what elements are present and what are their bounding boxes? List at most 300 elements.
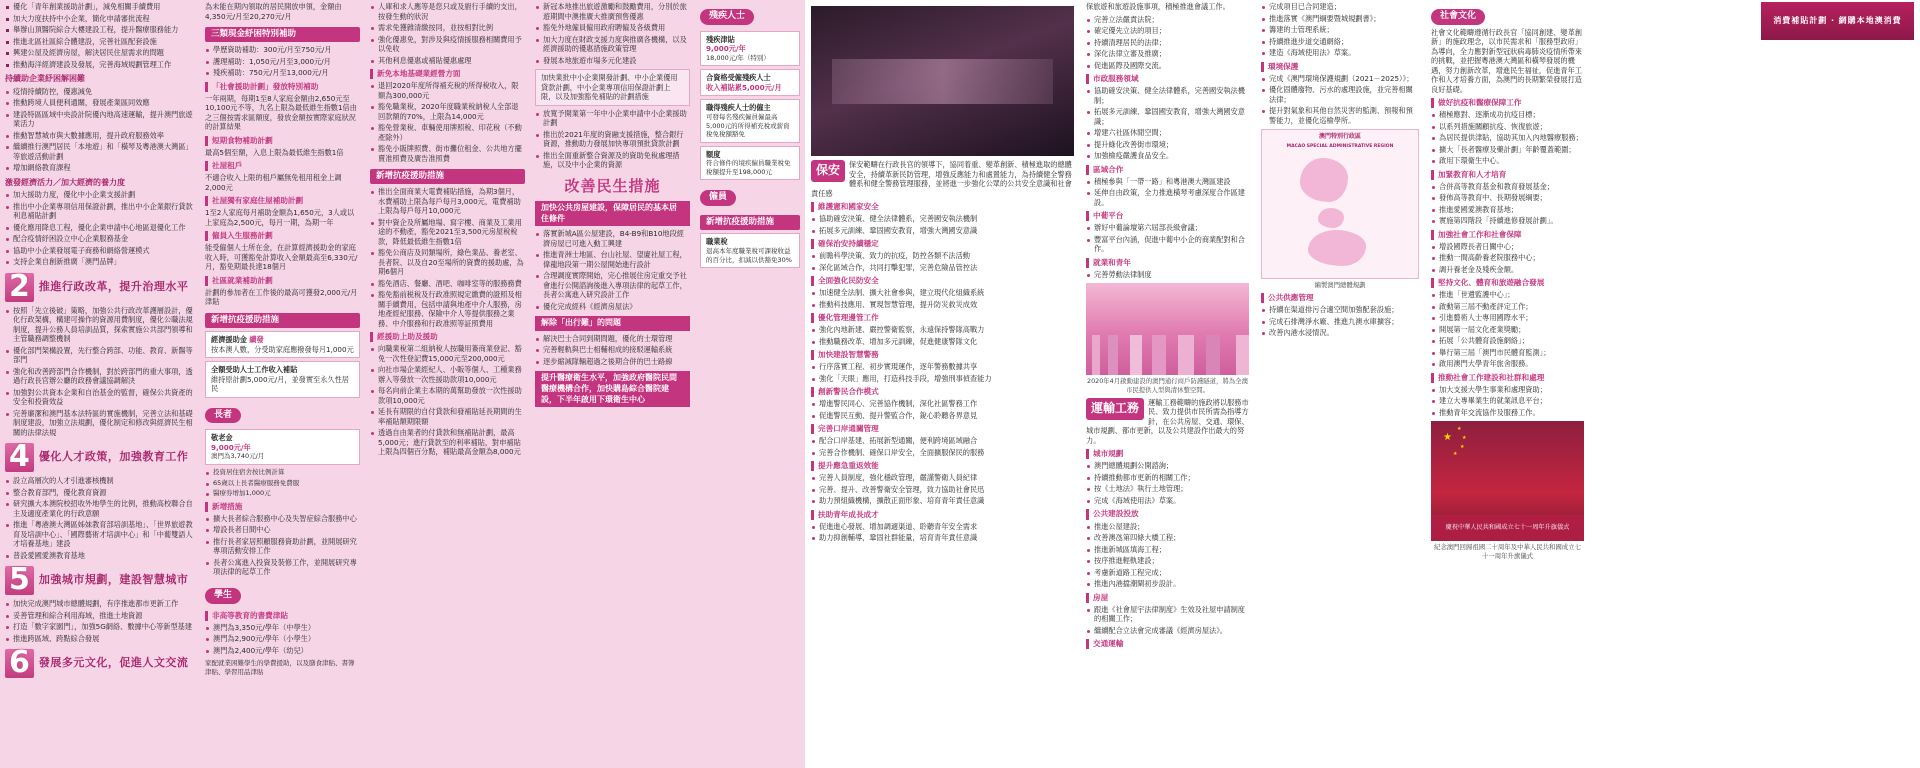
employee-header: 僱員	[700, 190, 736, 206]
list-item: 為居民提供津貼，協助其加入內地醫療服務；	[1431, 133, 1584, 143]
card-title: 職業稅	[706, 237, 728, 247]
list-item: 透過自由業者的付貸款和無補貼計劃，最高5,000元；進行貸款至的利率補貼，對申補貼上限為四個百分點，補貼最高金額為8,000元	[370, 428, 525, 457]
column-social-culture	[1425, 0, 1590, 768]
education-list	[1431, 182, 1584, 226]
ngo-header: 推動社會工作建設和社群和處理	[1431, 373, 1584, 383]
list-item: 醫療券增加1,000元	[205, 489, 360, 498]
section-4-header	[5, 439, 195, 475]
regional-cooperation-header: 區域合作	[1086, 165, 1249, 175]
housing-list	[535, 229, 690, 311]
aid-box-tag: 續發	[249, 335, 264, 345]
section-2-header	[5, 268, 195, 304]
border-checkpoint-header: 完善口岸通關管理	[811, 424, 1074, 434]
aid-box-2	[205, 361, 360, 398]
aid-box-text: 維持原計劃5,000元/月，並發實至永久性居民	[211, 374, 349, 394]
social-culture-paragraph: 社會文化範疇遵循行政長官「協同創建、變革創新」的施政理念，以市民需求和「服務型政府」為導向，全力應對新型冠狀病毒肺炎疫情所帶來的挑戰，並把握粵港澳大灣區和橫琴發展的機遇，努力創新改革，增進民生福祉，促進青年工作和人才培養方面，為澳門的長期繁榮發展打造良好基礎。	[1431, 27, 1582, 94]
civil-defense-list	[811, 288, 1074, 309]
map-subtitle: MACAO SPECIAL ADMINISTRATIVE REGION	[1286, 143, 1394, 149]
community-employment-header: 社區就業補助計劃	[205, 276, 360, 286]
list-item: 推動智慧城市與大數據應用，提升政府服務效率	[5, 131, 195, 141]
list-item: 建造《海域使用法》草案。	[1261, 48, 1419, 58]
list-item: 拓展多元訓練、鞏固國安教育，增強大灣國安意識；	[1086, 107, 1249, 126]
relief-list	[370, 187, 525, 328]
employment-youth-list	[1086, 270, 1249, 280]
police-community-list	[811, 399, 1074, 420]
list-item: 改善澳氹第四條大橋工程；	[1086, 533, 1249, 543]
column-livelihood	[530, 0, 695, 768]
list-item: 按序推進輕軌建設；	[1086, 556, 1249, 566]
list-item: 需求免獲雜清繳按同，並按相對比例	[370, 23, 525, 33]
list-item: 推動跨境人員便利通關，發展產業區同效應	[5, 98, 195, 108]
section-number: 4	[5, 443, 34, 472]
china-pt-platform-list	[1086, 223, 1249, 254]
list-item: 調升養老金及殘疾金額。	[1431, 265, 1584, 275]
list-item: 妥善管理和綜合利用海域，推進土地資源	[5, 611, 195, 621]
elderly-card-1	[205, 429, 360, 465]
list-item: 設立高層次的人才引進審核機制	[5, 476, 195, 486]
exit-header: 解除「出行難」的問題	[535, 316, 690, 331]
photo-banner-text: 慶祝中華人民共和國成立七十一周年升旗儀式	[1431, 515, 1584, 541]
list-item: 每名向前企業主本期的萬幫助發放一次性援助款項10,000元	[370, 386, 525, 405]
list-item: 解決巴士合同到期問題，優化的士環管理	[535, 334, 690, 344]
list-item: 推進新城區填海工程；	[1086, 545, 1249, 555]
photo-caption: 紀念澳門回歸祖國二十周年及中華人民共和國成立七十一周年升旗儀式	[1434, 543, 1581, 560]
urban-planning-header: 城市規劃	[1086, 449, 1249, 459]
ngo-list	[1431, 385, 1584, 418]
list-item: 增進警民同心、完善協作機制，深化社區警務工作	[811, 399, 1074, 409]
civil-defense-header: 全面強化民防安全	[811, 276, 1074, 286]
list-item: 籌建的士管理系統；	[1261, 25, 1419, 35]
photo-image	[1086, 283, 1249, 375]
disability-card-1	[700, 31, 800, 67]
map-macao	[1261, 129, 1419, 289]
short-food-text: 最高5個至額，入息上限為最低維生指數1倍	[205, 147, 344, 157]
column-municipal	[1080, 0, 1255, 768]
section-vitality-title: 激發經濟活力／加大經濟的養力度	[5, 177, 125, 187]
section-2-items	[5, 306, 195, 438]
list-item: 推進愛國愛澳教育基地；	[1431, 205, 1584, 215]
list-item: 長者公寓進入投資及裝修工作，並開展研究專項法律的起草工作	[205, 558, 360, 577]
elderly-notes-list	[205, 468, 360, 498]
list-item: 投資居住宿舍按比例計算	[205, 468, 360, 477]
list-item: 推出中小企業專項信用保證計劃，推出中小企業銀行貸款利息補貼計劃	[5, 202, 195, 221]
list-item: 豐富平台內涵，促進中葡中小企的商業配對和合作。	[1086, 235, 1249, 254]
list-item: 行序落實工程、初步實現運作，逐年警務數據共享	[811, 362, 1074, 372]
disability-card-2	[700, 69, 800, 96]
list-item: 其他利息優惠或補貼優惠處理	[370, 56, 525, 66]
list-item: 打造「數字家園門」，加強5G網絡、數據中心等新型基建	[5, 622, 195, 632]
list-item: 配合疫情紓困設立中心企業服務基金	[5, 234, 195, 244]
list-item: 協助確安決策、健全法律體系，完善國安執法機制	[811, 214, 1074, 224]
list-item: 豁免酒店、餐廳、酒吧、咖啡室等的服務務費	[370, 279, 525, 289]
list-item: 強化「天眼」應用，打造科技手段，增強刑事偵查能力	[811, 374, 1074, 384]
china-pt-platform-header: 中葡平台	[1086, 211, 1249, 221]
section-support-title: 持續助企業紓困解困難	[5, 74, 85, 83]
student-subhead: 非高等教育的書費津貼	[205, 611, 360, 621]
list-item: 推出全面重新整合資源及的資助免稅處理措施，以及中小企業的資源	[535, 151, 690, 170]
improve-livelihood-title: 改善民生措施	[564, 176, 661, 195]
education-header: 加緊教育和人才培育	[1431, 170, 1584, 180]
col7-intro: 保旅遊和旅遊設施事項，積極推進會議工作。	[1086, 2, 1230, 11]
list-item: 增設長者日間中心	[205, 525, 360, 535]
support-items-list	[5, 87, 195, 173]
exit-list	[535, 334, 690, 367]
water-supply-header: 公共供應管理	[1261, 293, 1419, 303]
list-item: 優化部門架構設置，先行整合跨部、功能、教育、新醫等部門	[5, 346, 195, 365]
list-item: 推動海洋經濟建設及發展，完善海域規劃管理工作	[5, 60, 195, 70]
list-item: 加速健全法制、擴大社會參與，建立現代化組織系統	[811, 288, 1074, 298]
list-item: 舉辦山頂醫院綜合大樓建設工程，提升醫療服務能力	[5, 25, 195, 35]
card-value: 符合條件的境疾僱員職業稅免稅額提升至198,000元	[706, 159, 791, 176]
list-item: 持續在渠道排污合適空間加強配套設施；	[1261, 305, 1419, 315]
business-list	[370, 81, 525, 163]
list-item: 強化優惠免，對涉及與疫情援服務相關費用予以免收	[370, 35, 525, 54]
section-5-header	[5, 562, 195, 598]
list-item: 拓展多元訓練、鞏固國安教育，增強大灣國安意識	[811, 226, 1074, 236]
list-item: 豁免職業稅，2020年度職業稅納稅人全部退回款額的70%，上限為14,000元	[370, 102, 525, 121]
list-item: 退回2020年度所得補充稅的所得稅收入，限額為300,000元	[370, 81, 525, 100]
section-number: 2	[5, 273, 34, 302]
card-title: 殘疾津貼	[706, 34, 735, 44]
list-item: 啟用澳門大學青年旅舍服務。	[1431, 359, 1584, 369]
security-paragraph: 保安範疇在行政長官的領導下，協同着重、變革創新、積極進取的總體安全，持續革新民防管理，增強反應能力和處置能力，為持續健全警務體系和健全警務管理服務，並將進一步強化公眾的公共安全意識和社會責任感	[811, 160, 1072, 198]
list-item: 研究擴大本澳院校招收外地學生的比例，推動高校聯合自主及適度產業化的行政意願	[5, 499, 195, 518]
list-item: 推進北區社區綜合體建設，完善社區配套設施	[5, 37, 195, 47]
list-item: 推進公屋建設；	[1086, 522, 1249, 532]
new-measures-header: 新增措施	[205, 502, 360, 512]
list-item: 推動職務改革、增加多元訓練，促進健康警隊文化	[811, 337, 1074, 347]
list-item: 啟用下環衛生中心。	[1431, 156, 1584, 166]
social-aid-header: 「社會援助計劃」發放特別補助	[205, 82, 360, 92]
photo-image: ★ ★ ★ ★ ★ 慶祝中華人民共和國成立七十一周年升旗儀式	[1431, 421, 1584, 541]
list-item: 按照「先立後破」策略，加強公共行政改革護層設計，優化行政架構，構建可操作的資源用費制度，優化公職法規制度，提升公務人員培訓品質，探索實施公共部門領導和主管職務調整機制	[5, 306, 195, 344]
col4-top-list	[535, 2, 690, 65]
smart-police-header: 加快建設智慧警務	[811, 350, 1074, 360]
disability-card-3	[700, 99, 800, 142]
list-item: 完成項目已合同建造；	[1261, 2, 1419, 12]
list-item: 增設國際長者日關中心；	[1431, 242, 1584, 252]
list-item: 推行長者家居照顧服務資助計劃，並開展研究專項活動安排工作	[205, 537, 360, 556]
employment-text: 能受僱個人士所在金，在計算經濟援助金的家庭收入時，可獲豁免計算收入金額最高至6,330元/月，豁免期最長達18個月	[205, 243, 358, 272]
social-work-list	[1431, 242, 1584, 275]
housing-dept-header: 房屋	[1086, 593, 1249, 603]
list-item: 完成《海域使用法》草案。	[1086, 496, 1249, 506]
list-item: 跟進《社會屋宇法律制度》生效及社屋申請制度的相關工作；	[1086, 605, 1249, 624]
culture-sports-header: 堅持文化、體育和旅遊融合發展	[1431, 278, 1584, 288]
three-kinds-list	[205, 45, 360, 78]
list-item: 繼續推行澳門居民「本地遊」和「橫琴及粵港澳大灣區」等旅遊活動計劃	[5, 142, 195, 161]
list-item: 以系列措施關顧抗疫、恢復旅遊；	[1431, 122, 1584, 132]
list-item: 殘疾補助：750元/月至13,000元/月	[205, 68, 360, 78]
health-header: 做好抗疫和醫療保障工作	[1431, 98, 1584, 108]
list-item: 增加網絡教育課程	[5, 163, 195, 173]
family-housing-header: 社屋獨有家庭住屋補助計劃	[205, 196, 360, 206]
list-item: 擴大長者綜合服務中心及失智症綜合服務中心	[205, 514, 360, 524]
list-item: 完成《澳門環境保護規劃（2021－2025）》；	[1261, 74, 1419, 84]
support-list	[370, 344, 525, 457]
list-item: 合理調度實際開始，完心推展住房定重交予社會進行公開諮詢後進入專項法律的起草工作，長者公寓進入研究設計工作	[535, 271, 690, 300]
smart-police-list	[811, 362, 1074, 383]
list-item: 推進「粵港澳大灣區姊妹教育部培訓基地」、「世界旅遊教育及培訓中心」、「國際藝術才培訓中心」和「中葡雙語人才培養基地」建設	[5, 520, 195, 549]
photo-caption: 2020年4月啟動建設的澳門通行商戶防護隧道，將為全澳市民提供人型與清休整空間。	[1087, 377, 1248, 394]
photo-image	[811, 6, 1074, 156]
list-item: 豁免小販牌照費、街市攤位租金、公共地方擺賣准照費及廣告准照費	[370, 144, 525, 163]
list-item: 發佈高等教育中、長期發展綱要；	[1431, 193, 1584, 203]
municipal-header: 市政服務領域	[1086, 74, 1249, 84]
card-title: 合資格受僱殘疾人士	[706, 73, 771, 83]
column-continued	[1590, 0, 1755, 768]
list-item: 完善輕軌與巴士相輔相成的接駁運輸系統	[535, 345, 690, 355]
support-header: 經援助上助及援助	[370, 332, 525, 342]
list-item: 建設特區區域中央設計院優內地高速運輸，提升澳門旅遊業活力	[5, 110, 195, 129]
list-item: 加大援助力度，優化中小企業支援計劃	[5, 190, 195, 200]
aid-box-label: 經濟援助金	[211, 335, 247, 345]
photo-control-room	[811, 6, 1074, 156]
relief-header: 新增抗疫援助措施	[370, 169, 525, 184]
card-title: 職得殘疾人士的僱主	[706, 103, 771, 113]
list-item: 推出全面商業大電費補貼措施，為期3個月，水費補助上限為每戶每月3,000元，電費補助上限為每戶每月10,000元	[370, 187, 525, 216]
list-item: 完善人員制度，強化穩政管理，嚴謹警衛人員紀律	[811, 473, 1074, 483]
card-value: 9,000元/年	[706, 44, 746, 54]
section-6-header	[5, 645, 195, 681]
water-supply-list	[1261, 305, 1419, 338]
card-value: 退高本年度職業稅可課稅收益的百分比，扣減以供豁免30%	[706, 246, 792, 264]
social-aid-text: 一年兩期，每期1至8人家庭金額由2,650元至10,100元不等，九名上限為最低維生指數1倍由之三個按需求區額度，發放金額按實際家庭狀況的計算結果	[205, 93, 357, 132]
card-value: 收入補貼累5,000元/月	[706, 82, 782, 92]
list-item: 豁免營業稅、車輛使用牌照稅、印花稅（不動產除外）	[370, 123, 525, 142]
list-item: 提升綠化改善街市環境；	[1086, 140, 1249, 150]
short-food-header: 短期食物補助計劃	[205, 136, 360, 146]
social-housing-header: 社屋租戶	[205, 161, 360, 171]
column-subsidies	[200, 0, 365, 768]
aid-box-text: 按本澳人數，分受助家庭應撥發每月1,000元	[211, 344, 354, 354]
list-item: 完成石排灣淨水廠、推進九澳水庫擴容；	[1261, 317, 1419, 327]
list-item: 澳門為2,900元/學年（小學生）	[205, 634, 360, 644]
social-housing-text: 不適合收入上限的租戶屬無免租用租金上調2,000元	[205, 173, 342, 192]
list-item: 加大支援大學生事業和處理資助；	[1431, 385, 1584, 395]
list-item: 推進「世遺監護中心」；	[1431, 290, 1584, 300]
employee-card-1	[700, 233, 800, 268]
disability-header: 殘疾人士	[700, 9, 754, 25]
list-item: 推進青洲士地區、台山社屋、望廈社屋工程，偉龍地段第一期公屋開始進行設計	[535, 250, 690, 269]
list-item: 完善、提升、改善警衛安全管理，致力協助社會民迅	[811, 485, 1074, 495]
list-item: 深化法律立審及推廣；	[1086, 49, 1249, 59]
card-title: 額度	[706, 149, 721, 159]
col3-top-list	[370, 2, 525, 65]
list-item: 強化內地新建、嚴控警衛監察，永遠保持警隊高戰力	[811, 325, 1074, 335]
health-list	[1431, 110, 1584, 166]
list-item: 推動科技應用、實現智慧管理，提升防災救災成效	[811, 300, 1074, 310]
list-item: 加大力度在財政支援力度與推廣各機構，以及經濟援助的優惠措施政策管理	[535, 35, 690, 54]
list-item: 配合口岸基建、拓展新型通關，便利跨境區域融合	[811, 436, 1074, 446]
list-item: 疫情持續防控，優惠減免	[5, 87, 195, 97]
list-item: 落實新城A區公屋建設，B4-B9和B10地段經濟房屋已可進入動工興建	[535, 229, 690, 248]
disability-card-4	[700, 146, 800, 181]
list-item: 增建六社區休閒空間；	[1086, 128, 1249, 138]
card-value: 可發每名殘疾僱員僱最高5,000元的所得補充稅或薪資稅免稅額豁免	[706, 112, 790, 139]
border-header: 優化管理邊管工作	[811, 313, 1074, 323]
list-item: 深化區域合作，共同打擊犯罪，完善危險品管控法	[811, 263, 1074, 273]
list-item: 放寬予開業第一年中小企業申請中小企業援助計劃	[535, 109, 690, 128]
list-item: 促進警民互動、提升警監合作，銳心聆聽各界意見	[811, 411, 1074, 421]
list-item: 逐步縮減隊輛超過之後期合併的巴士路線	[535, 357, 690, 367]
map-caption: 編製澳門總體規劃	[1314, 281, 1366, 290]
list-item: 考慮新道路工程完成；	[1086, 568, 1249, 578]
card-sub: 18,000元/年（特別）	[706, 53, 770, 62]
list-item: 持續清理居民的法律；	[1086, 38, 1249, 48]
list-item: 協助確安決策、健全法律體系，完善國安執法機制；	[1086, 86, 1249, 105]
regional-cooperation-list	[1086, 177, 1249, 208]
environment-list	[1261, 74, 1419, 126]
national-security-header: 維護憲和國家安全	[811, 202, 1074, 212]
list-item: 建立大專畢業生的就業訊息平台；	[1431, 396, 1584, 406]
list-item: 提升對氣象和其他自然災害的監測、預報和預警能力，並優化巡檢學所。	[1261, 106, 1419, 125]
list-item: 延伸自由政策，全力推進橫琴考慮深度合作區建設。	[1086, 188, 1249, 207]
list-item: 積極參與「一帶一路」和粵港澳大灣區建設	[1086, 177, 1249, 187]
list-item: 按《土地法》執行土地管理；	[1086, 484, 1249, 494]
industry-header-box	[535, 69, 690, 106]
list-item: 澳門為3,350元/學年（中學生）	[205, 623, 360, 633]
list-item: 澳門為2,400元/學年（幼兒）	[205, 646, 360, 656]
section-5-items	[5, 599, 195, 643]
culture-sports-list	[1431, 290, 1584, 369]
list-item: 豁免豁前税稅及行政准照規定繳費的證照及相關手續費用，包括申請與地產中介人服務，房地產經紀服務、保險中介人等提供服務之業務、中介服務和行政准照等証照費用	[370, 290, 525, 328]
list-item: 整合教育部門，優化教育資源	[5, 488, 195, 498]
three-kinds-header: 三類現金紓困特別補助	[205, 27, 360, 42]
public-order-header: 確保治安持續穩定	[811, 239, 1074, 249]
top-items-list	[5, 2, 195, 69]
housing-dept-list	[1086, 605, 1249, 636]
list-item: 持續推動都市更新的相關工作；	[1086, 473, 1249, 483]
environment-header: 環境保護	[1261, 62, 1419, 72]
list-item: 完善勞動法律制度	[1086, 270, 1249, 280]
list-item: 積極應對、逐漸成功抗疫目標；	[1431, 110, 1584, 120]
list-item: 對中資企及所屬地場、寫字樓、商業及工業用途的不動產，豁免2021至3,500元房屋稅稅款，降低最低維生指數1倍	[370, 218, 525, 247]
list-item: 辦好中葡論壇第六屆部長級會議；	[1086, 223, 1249, 233]
list-item: 65歲以上長者醫療服務免費服	[205, 479, 360, 488]
consumption-subsidy-banner	[1761, 2, 1914, 40]
map-image	[1261, 129, 1419, 279]
list-item: 實施第四階段「持續進修發展計劃」。	[1431, 216, 1584, 226]
list-item: 助力預組織機構，擴散正面形象、培育青年責任意識	[811, 496, 1074, 506]
section-number: 5	[5, 566, 34, 595]
student-items-list	[205, 623, 360, 656]
card-value: 9,000元/年	[211, 442, 251, 452]
student-note: 家配就業困難學生的學費援助，以及膳食津貼、書簿津貼、學習用品津貼	[205, 659, 355, 676]
public-order-list	[811, 251, 1074, 272]
employment-youth-header: 就業和青年	[1086, 258, 1249, 268]
aid-box-1	[205, 331, 360, 358]
list-item: 興建公屋及經濟房屋，解決居民住屋需求的問題	[5, 48, 195, 58]
employment-header: 僱員入生服務計劃	[205, 231, 360, 241]
industry-list	[535, 109, 690, 170]
public-works-header: 公共建設投放	[1086, 509, 1249, 519]
card-title: 敬老金	[211, 433, 233, 443]
aid-box-label: 全額受助人士工作收入補貼	[211, 365, 298, 375]
list-item: 引進藝術人士專用國際水平；	[1431, 313, 1584, 323]
column-security	[805, 0, 1080, 768]
banner-label: 消費補貼計劃 ‧ 網購本地澳消費	[1773, 15, 1902, 25]
social-culture-header: 社會文化	[1431, 9, 1485, 25]
list-item: 豁免公商店及同類場所，綠色業品、養老室、長者院、以及自20至場所的資費的援助處，為期6個月	[370, 248, 525, 277]
list-item: 擴大「長者醫療及藥計劃」年齡覆蓋範圍；	[1431, 145, 1584, 155]
list-item: 優化應用降息工程，優化企業申請中心地區退優化工作	[5, 223, 195, 233]
list-item: 推出於2021年度的資融支援措施，整合銀行資源，推動助力發展加快專項預批貸款計劃	[535, 130, 690, 149]
vitality-items-list	[5, 190, 195, 267]
list-item: 支持企業自創新推廣「澳門品牌」	[5, 257, 195, 267]
list-item: 推進內港擋潮閘初步設計。	[1086, 579, 1249, 589]
list-item: 學歷資助補助：300元/月至750元/月	[205, 45, 360, 55]
list-item: 助力抑創輔導，鞏固社群能量，培育青年責任意識	[811, 533, 1074, 543]
employee-sub-header: 新增抗疫援助措施	[700, 215, 800, 230]
list-item: 向職業稅第二組納稅人按職用簽商業登記、豁免一次性登記費15,000元至200,000元	[370, 344, 525, 363]
list-item: 繼續配合立法會完成審議《經濟房屋法》。	[1086, 626, 1249, 636]
list-item: 協助中小企業發展電子商務和網絡營運模式	[5, 246, 195, 256]
column-policy-overview	[0, 0, 200, 768]
list-item: 拓展「公共體育設施網絡」；	[1431, 336, 1584, 346]
column-environment	[1255, 0, 1425, 768]
photo-flag-ceremony	[1431, 421, 1584, 560]
list-item: 促進區際及國際交流。	[1086, 61, 1249, 71]
student-header: 學生	[205, 588, 241, 604]
list-item: 優化完成經科《經濟房屋法》	[535, 302, 690, 312]
list-item: 完善廉潔和澳門基本法特區的實施機制，完善立法和基礎制度建設，加強立法規劃，優化制定和修改與經濟民生相關的法律法規	[5, 409, 195, 438]
column-disability-employee	[695, 0, 805, 768]
housing-header: 加快公共房屋建設，保障居民的基本居住條件	[535, 201, 690, 226]
list-item: 護理補助：1,050元/月至3,000元/月	[205, 57, 360, 67]
security-section-badge: 保安	[811, 160, 845, 182]
list-item: 加強檢疫嚴護食品安全。	[1086, 151, 1249, 161]
list-item: 開展第一屆文化產業獎勵；	[1431, 325, 1584, 335]
col8-top-list	[1261, 2, 1419, 58]
list-item: 豁免外地僱員僱用政府聘僱及各級費用	[535, 23, 690, 33]
public-works-list	[1086, 522, 1249, 589]
intro-text: 為未能在期內領取的居民開放申領，金額由4,350元/月至20,270元/月	[205, 2, 342, 21]
list-item: 前瞻科學決策、致力的抗疫，防控各類不法活動	[811, 251, 1074, 261]
list-item: 發展本地旅遊市場多元化建設	[535, 56, 690, 66]
new-measures-list	[205, 514, 360, 577]
industry-header: 加快業批中小企業開發計劃、中小企業優用貸款計劃，中小企業專項信用保證計劃上限，以及加強豁免補貼的計劃措施	[541, 73, 678, 101]
list-item: 普設愛國愛澳教育基地	[5, 551, 195, 561]
social-work-header: 加強社會工作和社會保障	[1431, 230, 1584, 240]
new-aid-header: 新增抗疫援助措施	[205, 313, 360, 328]
municipal-list	[1086, 86, 1249, 161]
community-employment-text: 計劃的參加者在工作後的最高可獲發2,000元/月津貼	[205, 287, 358, 307]
border-list	[811, 325, 1074, 346]
emergency-header: 提升應急重返效能	[811, 461, 1074, 471]
section-number: 6	[5, 649, 34, 678]
list-item: 強化和改善跨部門合作機制，對於跨部門的重大事項，透過行政長官辦公廳的政務會議協調解決	[5, 367, 195, 386]
police-community-header: 創新警民合作模式	[811, 387, 1074, 397]
list-item: 持續推進步道交通網絡；	[1261, 37, 1419, 47]
list-item: 推動青年交流協作及服務工作。	[1431, 408, 1584, 418]
health-header: 提升醫療衛生水平，加強政府醫院民間醫療機構合作，加快購島綜合醫院建設，下半年啟用下環衛生中心	[535, 371, 690, 407]
section-4-items	[5, 476, 195, 560]
list-item: 加強對公共資本企業和自治基金的監督，確保公共資產的安全和投資效益	[5, 388, 195, 407]
col7-top-list	[1086, 15, 1249, 71]
list-item: 確定優先立法的項目；	[1086, 26, 1249, 36]
border-checkpoint-list	[811, 436, 1074, 457]
traffic-header: 交通運輸	[1086, 639, 1249, 649]
list-item: 合併高等教育基金和教育發展基金；	[1431, 182, 1584, 192]
list-item: 加大力度扶持中小企業，簡化申請審批流程	[5, 14, 195, 24]
list-item: 向社市場企業經紀人、小販等個人、工種業務辦入等發放一次性援助款項10,000元	[370, 365, 525, 384]
list-item: 推進落實《澳門綱要暨城規劃書》；	[1261, 14, 1419, 24]
youth-support-header: 扶助青年成長成才	[811, 510, 1074, 520]
section-title: 優化人才政策，加強教育工作	[38, 450, 189, 464]
elderly-header: 長者	[205, 408, 241, 424]
transport-section-badge: 運輸工務	[1086, 398, 1144, 420]
